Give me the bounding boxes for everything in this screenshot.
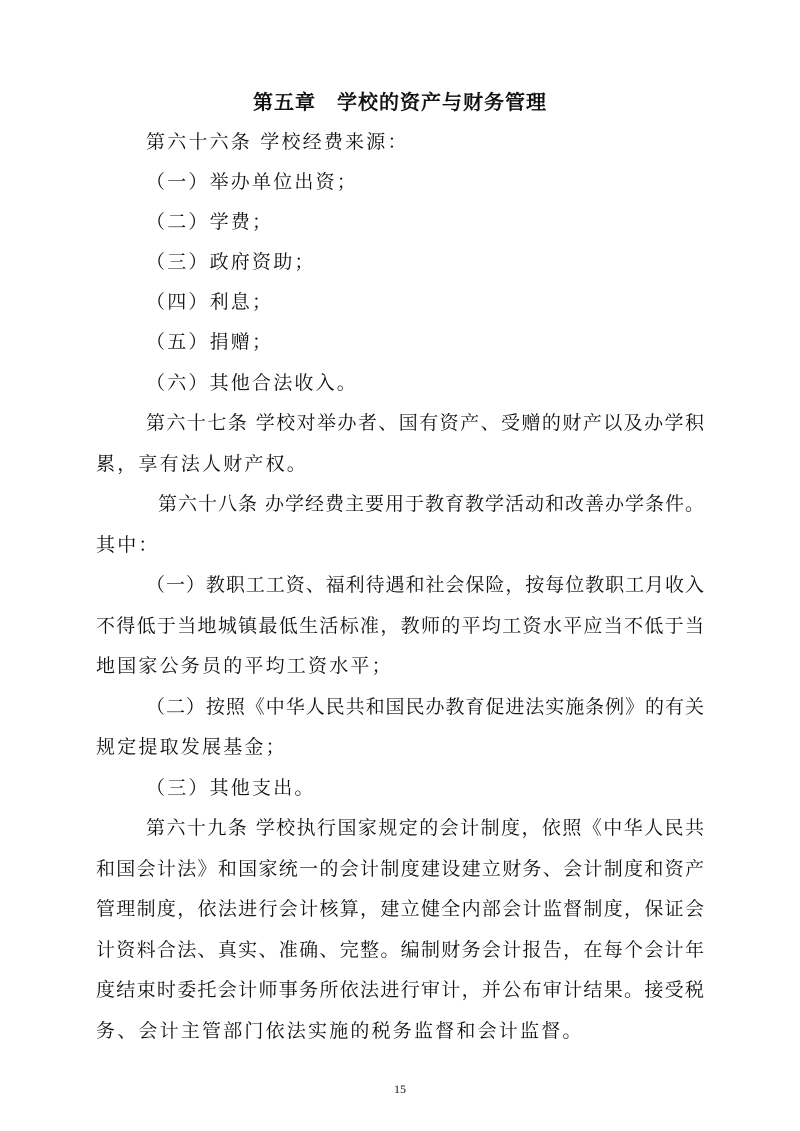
- article-66-item-3: （三）政府资助；: [146, 251, 316, 273]
- article-68-line-2: 其中：: [96, 534, 160, 556]
- article-69-line-2: 和国会计法》和国家统一的会计制度建设建立财务、会计制度和资产: [96, 858, 704, 880]
- article-66-item-5: （五）捐赠；: [146, 331, 274, 353]
- article-68-item-1-line-3: 地国家公务员的平均工资水平；: [96, 655, 393, 677]
- article-68-item-3: （三）其他支出。: [146, 777, 316, 799]
- article-69-line-3: 管理制度，依法进行会计核算，建立健全内部会计监督制度，保证会: [96, 898, 704, 920]
- article-69-line-6: 务、会计主管部门依法实施的税务监督和会计监督。: [96, 1020, 584, 1042]
- article-69-line-1: 第六十九条 学校执行国家规定的会计制度，依照《中华人民共: [146, 817, 704, 839]
- article-69-line-4: 计资料合法、真实、准确、完整。编制财务会计报告，在每个会计年: [96, 939, 704, 961]
- article-66-item-2: （二）学费；: [146, 211, 274, 233]
- article-68-line-1: 第六十八条 办学经费主要用于教育教学活动和改善办学条件。: [158, 493, 704, 515]
- article-68-item-2-line-1: （二）按照《中华人民共和国民办教育促进法实施条例》的有关: [146, 696, 704, 718]
- article-67-line-1: 第六十七条 学校对举办者、国有资产、受赠的财产以及办学积: [146, 412, 704, 434]
- article-69-line-5: 度结束时委托会计师事务所依法进行审计，并公布审计结果。接受税: [96, 979, 704, 1001]
- article-67-line-2: 累，享有法人财产权。: [96, 453, 309, 475]
- chapter-title: 第五章 学校的资产与财务管理: [253, 90, 547, 114]
- article-68-item-1-line-2: 不得低于当地城镇最低生活标准，教师的平均工资水平应当不低于当: [96, 615, 704, 637]
- article-66-heading: 第六十六条 学校经费来源：: [146, 131, 409, 153]
- article-66-item-4: （四）利息；: [146, 291, 274, 313]
- article-66-item-1: （一）举办单位出资；: [146, 171, 359, 193]
- page-number: 15: [394, 1082, 406, 1096]
- article-66-item-6: （六）其他合法收入。: [146, 372, 359, 394]
- article-68-item-2-line-2: 规定提取发展基金；: [96, 736, 287, 758]
- article-68-item-1-line-1: （一）教职工工资、福利待遇和社会保险，按每位教职工月收入: [146, 574, 704, 596]
